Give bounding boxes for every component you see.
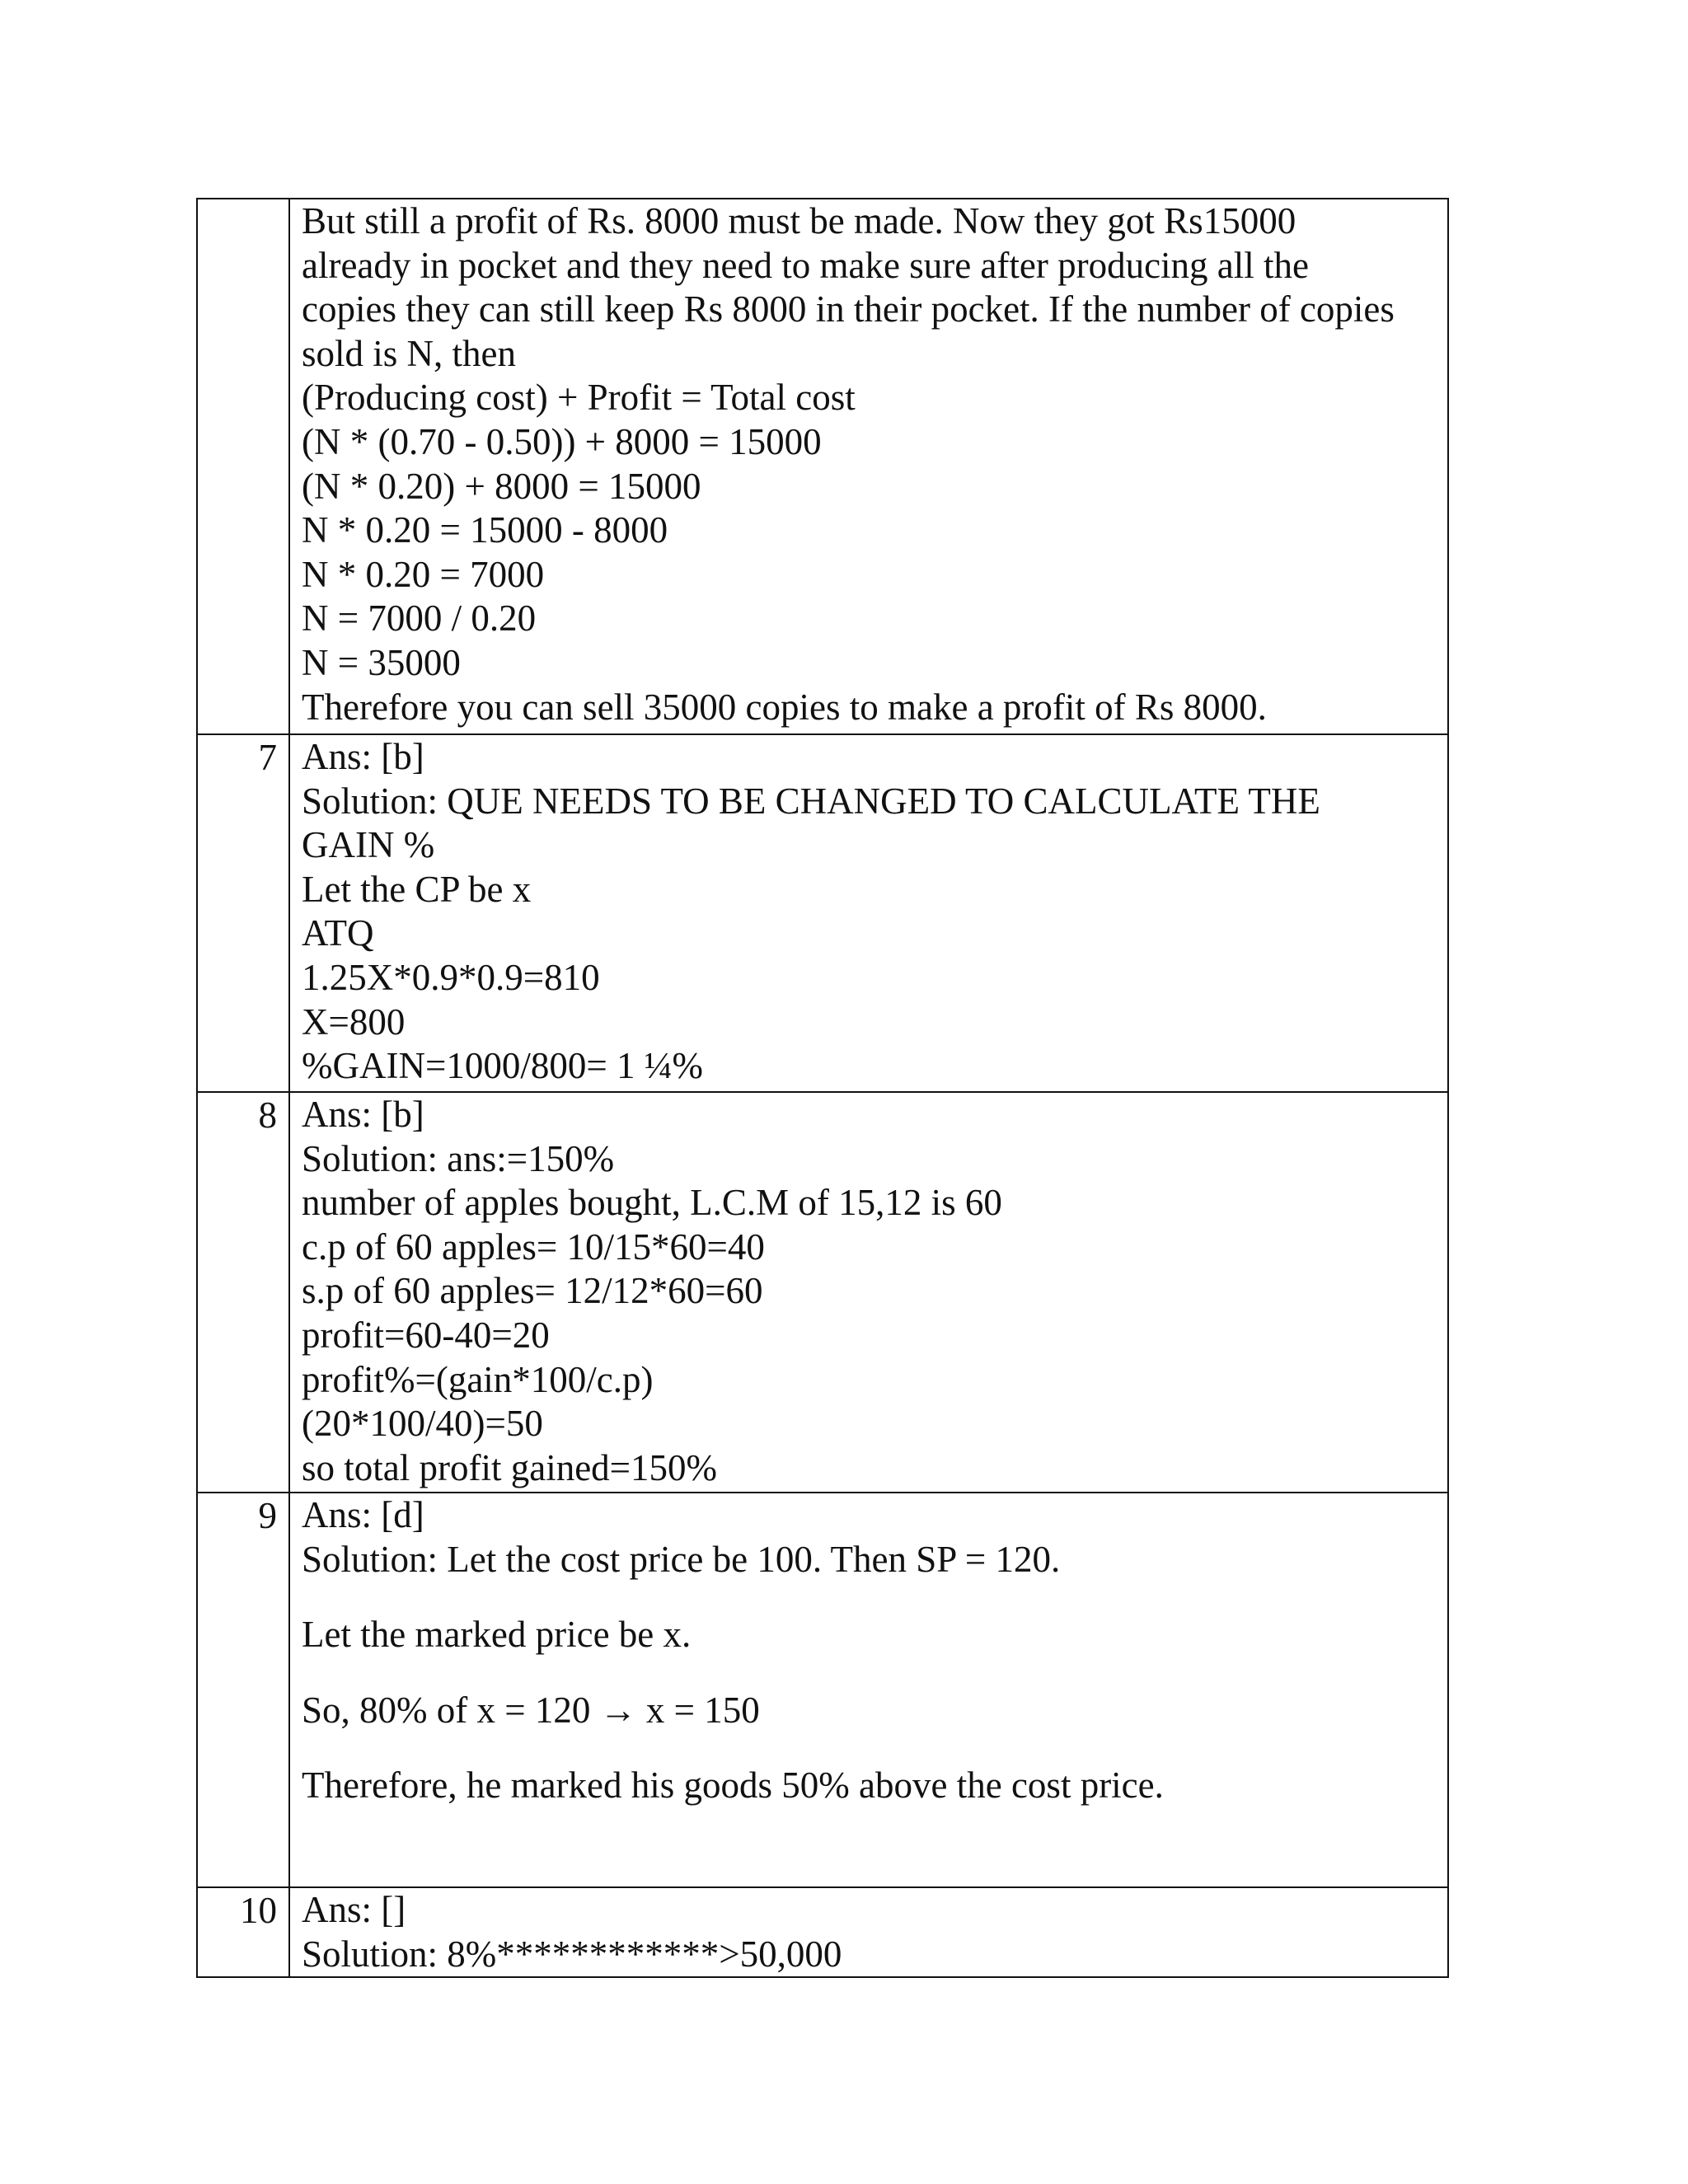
solution-line: profit%=(gain*100/c.p) — [302, 1358, 654, 1400]
solution-line: GAIN % — [302, 824, 435, 866]
table-row — [197, 734, 1448, 1092]
solution-line: Solution: ans:=150% — [302, 1137, 615, 1179]
solution-line: N * 0.20 = 7000 — [302, 553, 545, 595]
solution-line: (N * (0.70 - 0.50)) + 8000 = 15000 — [302, 420, 822, 462]
solution-line: (20*100/40)=50 — [302, 1403, 543, 1445]
answer-line: Ans: [b] — [302, 1094, 424, 1135]
solution-line: Therefore, he marked his goods 50% above the cost price. — [302, 1765, 1164, 1807]
solution-line: Solution: 8%************>50,000 — [302, 1933, 842, 1975]
solution-line: But still a profit of Rs. 8000 must be made. Now they got Rs15000 — [302, 200, 1296, 241]
solution-line: ATQ — [302, 912, 374, 954]
solution-line: N = 7000 / 0.20 — [302, 598, 537, 640]
question-number: 10 — [197, 1887, 289, 1977]
question-number: 9 — [197, 1493, 289, 1887]
solution-cell — [289, 1092, 1448, 1493]
solution-line: already in pocket and they need to make sure after producing all the — [302, 244, 1310, 286]
solution-line: profit=60-40=20 — [302, 1314, 550, 1356]
answers-table — [196, 198, 1449, 1978]
table-row — [197, 1887, 1448, 1977]
solution-line: Solution: Let the cost price be 100. Then SP = 120. — [302, 1538, 1061, 1580]
answer-line: Ans: [b] — [302, 736, 424, 777]
solution-cell — [289, 1493, 1448, 1887]
solution-line: X=800 — [302, 1001, 406, 1043]
solution-line: So, 80% of x = 120 → x = 150 — [302, 1689, 760, 1731]
question-number — [197, 199, 289, 734]
table-row — [197, 199, 1448, 734]
solution-line: (N * 0.20) + 8000 = 15000 — [302, 465, 701, 507]
solution-line: N * 0.20 = 15000 - 8000 — [302, 509, 668, 551]
solution-line: so total profit gained=150% — [302, 1446, 718, 1488]
solution-line: (Producing cost) + Profit = Total cost — [302, 377, 856, 419]
solution-line: Let the CP be x — [302, 868, 532, 910]
answer-line: Ans: [] — [302, 1889, 406, 1930]
solution-line: N = 35000 — [302, 641, 461, 683]
solution-line: Let the marked price be x. — [302, 1614, 692, 1656]
solution-cell — [289, 199, 1448, 734]
solution-line: Solution: QUE NEEDS TO BE CHANGED TO CALCULATE THE — [302, 780, 1320, 822]
solution-line: sold is N, then — [302, 332, 517, 374]
solution-line: %GAIN=1000/800= 1 ¼% — [302, 1045, 703, 1087]
solution-line: number of apples bought, L.C.M of 15,12 is 60 — [302, 1182, 1002, 1224]
solution-line: 1.25X*0.9*0.9=810 — [302, 956, 600, 998]
solution-line: Therefore you can sell 35000 copies to make a profit of Rs 8000. — [302, 686, 1267, 728]
solution-line: c.p of 60 apples= 10/15*60=40 — [302, 1226, 765, 1268]
answer-sheet — [196, 198, 1449, 1978]
solution-line: copies they can still keep Rs 8000 in their pocket. If the number of copies — [302, 288, 1395, 330]
table-row — [197, 1493, 1448, 1887]
solution-cell — [289, 1887, 1448, 1977]
question-number: 7 — [197, 734, 289, 1092]
table-row — [197, 1092, 1448, 1493]
solution-line: s.p of 60 apples= 12/12*60=60 — [302, 1270, 763, 1312]
solution-cell — [289, 734, 1448, 1092]
answer-line: Ans: [d] — [302, 1494, 424, 1535]
question-number: 8 — [197, 1092, 289, 1493]
